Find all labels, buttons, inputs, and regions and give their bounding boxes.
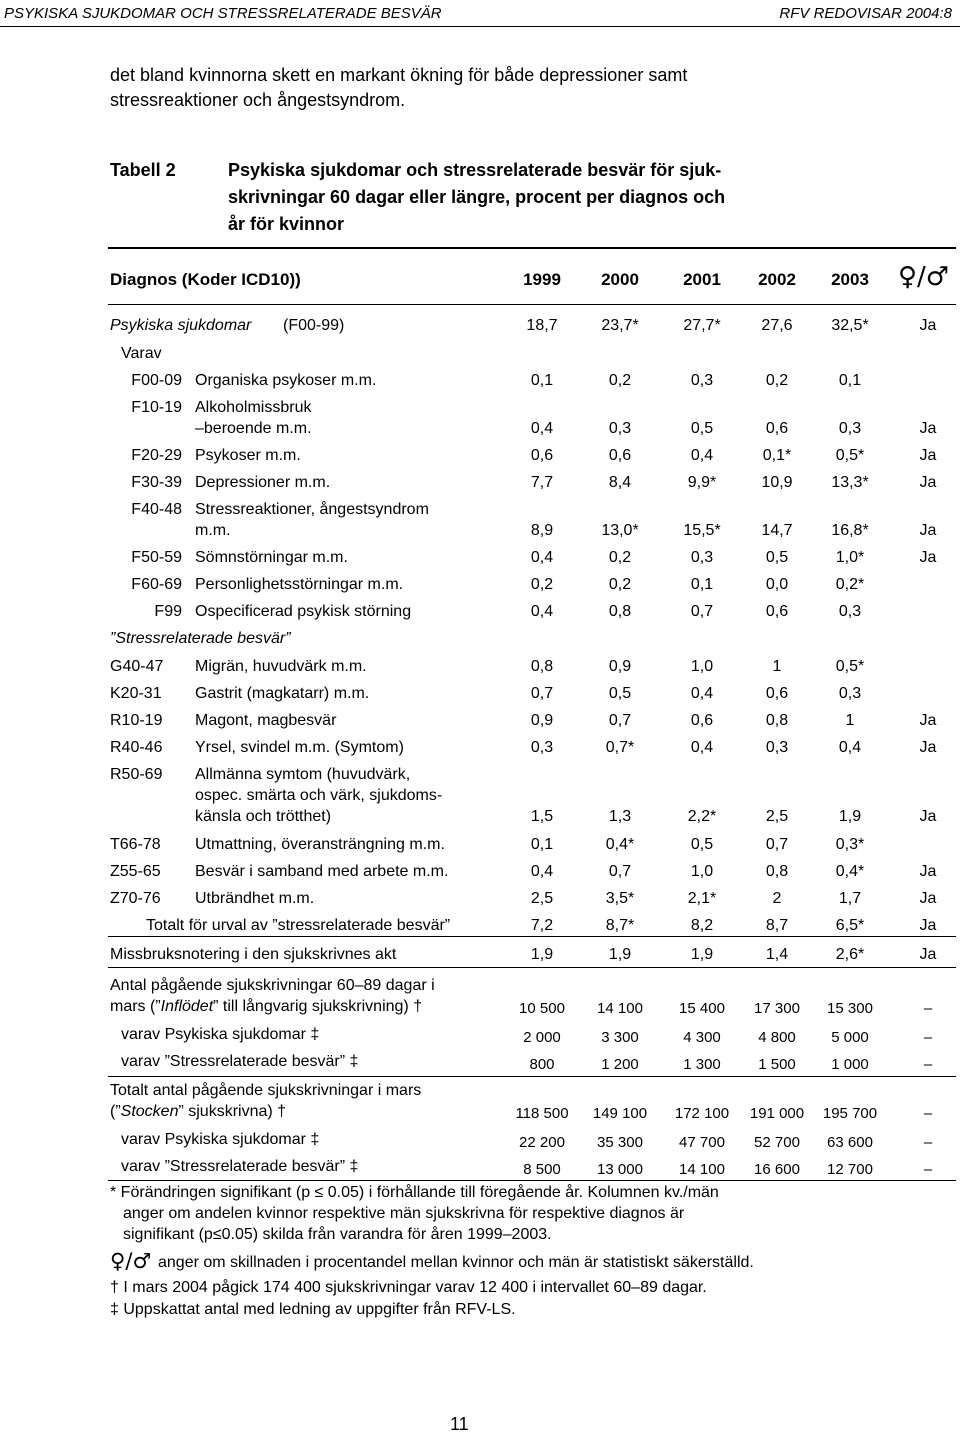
- stock-label-line-2: [110, 1101, 286, 1122]
- stress-row-desc: Magont, magbesvär: [195, 712, 337, 729]
- inflow-label-part: Inflödet: [160, 998, 214, 1015]
- stress-row-code: R40-46: [110, 739, 163, 756]
- stress-row-value-4: 0,4: [838, 739, 862, 756]
- stress-row-value-1: 0,4*: [605, 836, 635, 853]
- stress-row-code: Z70-76: [110, 890, 161, 907]
- psy-row-desc: Psykoser m.m.: [195, 447, 301, 464]
- psy-row-value-5: Ja: [919, 522, 937, 539]
- stock-sub-value-5: –: [923, 1161, 933, 1178]
- inflow-sub-label: varav ”Stressrelaterade besvär” ‡: [121, 1053, 359, 1070]
- stock-value-4: 195 700: [822, 1105, 878, 1122]
- stress-row-value-0: 1,5: [530, 808, 554, 825]
- stress-row-value-0: 0,8: [530, 658, 554, 675]
- stress-row-value-4: 0,3*: [835, 836, 865, 853]
- stress-row-value-2: 1,0: [690, 658, 714, 675]
- psy-row-value-0: 0,1: [530, 372, 554, 389]
- stock-sub-value-3: 16 600: [754, 1161, 800, 1178]
- psy-row-value-1: 0,2: [608, 372, 632, 389]
- psy-row-value-0: 8,9: [530, 522, 554, 539]
- stress-row-value-3: 1: [772, 658, 782, 675]
- inflow-value-5: –: [923, 1000, 933, 1017]
- stress-row-desc: Gastrit (magkatarr) m.m.: [195, 685, 370, 702]
- table-bottom-rule: [108, 1180, 956, 1181]
- stress-row-value-5: Ja: [919, 863, 937, 880]
- stress-row-value-0: 0,9: [530, 712, 554, 729]
- psy-row-value-4: 0,1: [838, 372, 862, 389]
- stress-row-desc: ospec. smärta och värk, sjukdoms-: [195, 787, 443, 804]
- psy-row-code: F30-39: [131, 474, 182, 491]
- stress-row-value-4: 0,5*: [835, 658, 865, 675]
- female-male-icon: ♀/♂: [110, 1249, 152, 1273]
- missbruk-value-3: 1,4: [765, 946, 789, 963]
- table-label: Tabell 2: [110, 160, 176, 180]
- stock-label-part: (”: [110, 1103, 121, 1120]
- psy-row-value-5: Ja: [919, 420, 937, 437]
- missbruk-value-5: Ja: [919, 946, 937, 963]
- footnote-dagger: † I mars 2004 pågick 174 400 sjukskrivningar varav 12 400 i intervallet 60–89 dagar.: [110, 1279, 707, 1296]
- psy-row-value-1: 0,2: [608, 549, 632, 566]
- stock-sub-value-2: 14 100: [679, 1161, 725, 1178]
- stress-row-value-3: 0,8: [765, 712, 789, 729]
- stock-value-5: –: [923, 1105, 933, 1122]
- stock-sub-label: varav Psykiska sjukdomar ‡: [121, 1131, 320, 1148]
- stress-row-value-1: 0,7*: [605, 739, 635, 756]
- total-stress-label: Totalt för urval av ”stressrelaterade besvär”: [146, 917, 451, 934]
- stress-row-value-0: 0,3: [530, 739, 554, 756]
- psy-row-desc: Organiska psykoser m.m.: [195, 372, 377, 389]
- running-header-left: PSYKISKA SJUKDOMAR OCH STRESSRELATERADE BESVÄR: [4, 5, 442, 22]
- intro-line-2: stressreaktioner och ångestsyndrom.: [110, 90, 406, 110]
- stock-label-part: ” sjukskrivna) †: [178, 1103, 287, 1120]
- inflow-sub-value-1: 1 200: [601, 1056, 639, 1073]
- psy-row-value-2: 0,4: [690, 447, 714, 464]
- stock-value-2: 172 100: [674, 1105, 730, 1122]
- stress-row-code: R10-19: [110, 712, 163, 729]
- psy-row-value-5: Ja: [919, 447, 937, 464]
- psy-row-value-5: Ja: [919, 474, 937, 491]
- total-rule: [108, 936, 956, 937]
- inflow-sub-value-0: 800: [529, 1056, 555, 1073]
- psy-row-value-2: 0,3: [690, 372, 714, 389]
- inflow-value-3: 17 300: [754, 1000, 800, 1017]
- stress-row-value-3: 0,6: [765, 685, 789, 702]
- psy-row-value-2: 0,1: [690, 576, 714, 593]
- stock-sub-label: varav ”Stressrelaterade besvär” ‡: [121, 1158, 359, 1175]
- footnote-double-dagger: ‡ Uppskattat antal med ledning av uppgifter från RFV-LS.: [110, 1301, 516, 1318]
- stress-row-value-3: 2,5: [765, 808, 789, 825]
- header-bottom-rule: [108, 304, 956, 305]
- stress-row-desc: Utmattning, överansträngning m.m.: [195, 836, 445, 853]
- psy-row-value-4: 13,3*: [831, 474, 869, 491]
- missbruk-value-2: 1,9: [690, 946, 714, 963]
- psy-row-value-1: 0,3: [608, 420, 632, 437]
- stress-row-value-3: 0,8: [765, 863, 789, 880]
- psy-row-code: F99: [154, 603, 182, 620]
- inflow-value-2: 15 400: [679, 1000, 725, 1017]
- stress-row-value-3: 2: [772, 890, 782, 907]
- stress-row-value-5: Ja: [919, 712, 937, 729]
- total-stress-value-2: 8,2: [690, 917, 714, 934]
- stress-row-desc: Allmänna symtom (huvudvärk,: [195, 766, 411, 783]
- column-header-2003: 2003: [831, 270, 869, 289]
- stress-row-value-2: 0,6: [690, 712, 714, 729]
- stress-row-value-5: Ja: [919, 890, 937, 907]
- stress-row-desc: Yrsel, svindel m.m. (Symtom): [195, 739, 404, 756]
- stock-sub-value-1: 35 300: [597, 1134, 643, 1151]
- psy-row-code: F50-59: [131, 549, 182, 566]
- stressrelaterade-label: ”Stressrelaterade besvär”: [110, 630, 291, 647]
- psykiska-sjukdomar-value-5: Ja: [919, 317, 937, 334]
- footnote-significance-line-1: * Förändringen signifikant (p ≤ 0.05) i förhållande till föregående år. Kolumnen kv./män: [110, 1184, 719, 1201]
- stock-value-0: 118 500: [515, 1105, 569, 1122]
- psykiska-sjukdomar-value-2: 27,7*: [683, 317, 721, 334]
- psy-row-value-4: 16,8*: [831, 522, 869, 539]
- column-header-2000: 2000: [601, 270, 639, 289]
- psy-row-value-4: 0,3: [838, 603, 862, 620]
- stock-sub-value-3: 52 700: [754, 1134, 800, 1151]
- psy-row-value-1: 13,0*: [601, 522, 639, 539]
- stock-value-3: 191 000: [749, 1105, 805, 1122]
- psy-row-desc: Depressioner m.m.: [195, 474, 331, 491]
- stress-row-value-4: 0,3: [838, 685, 862, 702]
- psy-row-value-5: Ja: [919, 549, 937, 566]
- psy-row-value-3: 10,9: [761, 474, 793, 491]
- psy-row-code: F40-48: [131, 501, 182, 518]
- stress-row-value-2: 0,4: [690, 685, 714, 702]
- psykiska-sjukdomar-value-0: 18,7: [526, 317, 558, 334]
- stress-row-value-2: 0,4: [690, 739, 714, 756]
- inflow-label-part: ” till långvarig sjukskrivning) †: [213, 998, 423, 1015]
- missbruk-value-4: 2,6*: [835, 946, 865, 963]
- column-header-2002: 2002: [758, 270, 796, 289]
- page-number: 11: [450, 1414, 469, 1434]
- inflow-value-4: 15 300: [827, 1000, 873, 1017]
- stress-row-code: R50-69: [110, 766, 163, 783]
- inflow-sub-label: varav Psykiska sjukdomar ‡: [121, 1026, 320, 1043]
- psy-row-desc: Ospecificerad psykisk störning: [195, 603, 412, 620]
- stock-label-line-1: Totalt antal pågående sjukskrivningar i mars: [110, 1082, 422, 1099]
- stress-row-value-3: 0,7: [765, 836, 789, 853]
- stress-row-code: Z55-65: [110, 863, 161, 880]
- stress-row-value-2: 1,0: [690, 863, 714, 880]
- missbruk-value-0: 1,9: [530, 946, 554, 963]
- stress-row-value-3: 0,3: [765, 739, 789, 756]
- inflow-rule: [108, 1076, 956, 1077]
- psy-row-value-0: 0,4: [530, 420, 554, 437]
- psy-row-value-4: 0,2*: [835, 576, 865, 593]
- table-caption-line-1: Psykiska sjukdomar och stressrelaterade besvär för sjuk-: [228, 160, 722, 180]
- psy-row-desc: m.m.: [195, 522, 231, 539]
- stock-value-1: 149 100: [592, 1105, 648, 1122]
- stock-sub-value-2: 47 700: [679, 1134, 725, 1151]
- stress-row-value-0: 0,7: [530, 685, 554, 702]
- missbruk-rule: [108, 967, 956, 968]
- psy-row-value-3: 0,2: [765, 372, 789, 389]
- psy-row-value-1: 0,2: [608, 576, 632, 593]
- stock-sub-value-4: 12 700: [827, 1161, 873, 1178]
- table-caption-line-2: skrivningar 60 dagar eller längre, procent per diagnos och: [228, 187, 726, 207]
- psy-row-code: F00-09: [131, 372, 182, 389]
- psy-row-value-3: 0,6: [765, 603, 789, 620]
- psy-row-value-3: 0,6: [765, 420, 789, 437]
- inflow-sub-value-0: 2 000: [523, 1029, 561, 1046]
- stress-row-desc: Migrän, huvudvärk m.m.: [195, 658, 367, 675]
- psy-row-desc: Sömnstörningar m.m.: [195, 549, 348, 566]
- psy-row-value-2: 15,5*: [683, 522, 721, 539]
- stress-row-value-1: 1,3: [608, 808, 632, 825]
- psy-row-value-3: 0,0: [765, 576, 789, 593]
- psy-row-value-0: 7,7: [530, 474, 554, 491]
- stress-row-value-4: 1,9: [838, 808, 862, 825]
- stock-sub-value-0: 8 500: [523, 1161, 561, 1178]
- psykiska-sjukdomar-code: (F00-99): [283, 317, 345, 334]
- inflow-sub-value-3: 4 800: [758, 1029, 796, 1046]
- inflow-sub-value-5: –: [923, 1029, 933, 1046]
- footnote-significance-line-2: anger om andelen kvinnor respektive män sjukskrivna för respektive diagnos är: [123, 1205, 685, 1222]
- psykiska-sjukdomar-value-4: 32,5*: [831, 317, 869, 334]
- psy-row-desc: Personlighetsstörningar m.m.: [195, 576, 404, 593]
- stress-row-desc: känsla och trötthet): [195, 808, 332, 825]
- inflow-sub-value-2: 1 300: [683, 1056, 721, 1073]
- psy-row-value-3: 14,7: [761, 522, 793, 539]
- psy-row-value-1: 0,8: [608, 603, 632, 620]
- total-stress-value-3: 8,7: [765, 917, 789, 934]
- stress-row-value-0: 0,1: [530, 836, 554, 853]
- missbruk-label: Missbruksnotering i den sjukskrivnes akt: [110, 946, 397, 963]
- psy-row-desc: Alkoholmissbruk: [195, 399, 312, 416]
- stress-row-value-1: 3,5*: [605, 890, 635, 907]
- psykiska-sjukdomar-value-3: 27,6: [761, 317, 793, 334]
- psy-row-value-0: 0,4: [530, 603, 554, 620]
- inflow-sub-value-5: –: [923, 1056, 933, 1073]
- psy-row-value-1: 0,6: [608, 447, 632, 464]
- psy-row-desc: –beroende m.m.: [195, 420, 312, 437]
- inflow-sub-value-3: 1 500: [758, 1056, 796, 1073]
- table-top-rule: [108, 247, 956, 249]
- inflow-label-line-2: [110, 996, 422, 1017]
- inflow-label-part: mars (”: [110, 998, 161, 1015]
- psy-row-value-1: 8,4: [608, 474, 632, 491]
- psy-row-value-2: 0,7: [690, 603, 714, 620]
- stress-row-value-4: 0,4*: [835, 863, 865, 880]
- stress-row-code: G40-47: [110, 658, 164, 675]
- column-header-1999: 1999: [523, 270, 561, 289]
- psy-row-code: F60-69: [131, 576, 182, 593]
- stock-sub-value-0: 22 200: [519, 1134, 565, 1151]
- total-stress-value-5: Ja: [919, 917, 937, 934]
- psy-row-value-3: 0,1*: [762, 447, 792, 464]
- total-stress-value-1: 8,7*: [605, 917, 635, 934]
- intro-line-1: det bland kvinnorna skett en markant ökning för både depressioner samt: [110, 65, 688, 85]
- stress-row-value-1: 0,5: [608, 685, 632, 702]
- footnote-significance-line-3: signifikant (p≤0.05) skilda från varandra för åren 1999–2003.: [123, 1226, 552, 1243]
- psy-row-desc: Stressreaktioner, ångestsyndrom: [195, 501, 429, 518]
- psy-row-value-2: 0,3: [690, 549, 714, 566]
- stress-row-value-2: 2,1*: [687, 890, 717, 907]
- stock-label-part: Stocken: [120, 1103, 179, 1120]
- total-stress-value-0: 7,2: [530, 917, 554, 934]
- column-header-diagnos: Diagnos (Koder ICD10)): [110, 270, 301, 289]
- stock-sub-value-1: 13 000: [597, 1161, 643, 1178]
- header-divider: [0, 26, 960, 27]
- inflow-sub-value-4: 1 000: [831, 1056, 869, 1073]
- stress-row-value-2: 2,2*: [687, 808, 717, 825]
- varav-label: Varav: [121, 345, 162, 362]
- footnote-sex-difference: anger om skillnaden i procentandel mellan kvinnor och män är statistiskt säkerställd.: [158, 1254, 754, 1271]
- inflow-value-0: 10 500: [519, 1000, 565, 1017]
- psy-row-value-0: 0,4: [530, 549, 554, 566]
- stress-row-desc: Besvär i samband med arbete m.m.: [195, 863, 449, 880]
- running-header-right: RFV REDOVISAR 2004:8: [779, 5, 952, 22]
- psy-row-code: F20-29: [131, 447, 182, 464]
- psy-row-value-0: 0,6: [530, 447, 554, 464]
- psy-row-value-2: 9,9*: [687, 474, 717, 491]
- psy-row-value-4: 0,5*: [835, 447, 865, 464]
- column-header-sex-icon: ♀/♂: [898, 262, 950, 292]
- stress-row-code: T66-78: [110, 836, 161, 853]
- inflow-sub-value-1: 3 300: [601, 1029, 639, 1046]
- stress-row-code: K20-31: [110, 685, 162, 702]
- inflow-sub-value-2: 4 300: [683, 1029, 721, 1046]
- psykiska-sjukdomar-value-1: 23,7*: [601, 317, 639, 334]
- stress-row-value-2: 0,5: [690, 836, 714, 853]
- missbruk-value-1: 1,9: [608, 946, 632, 963]
- stress-row-value-5: Ja: [919, 739, 937, 756]
- stock-sub-value-5: –: [923, 1134, 933, 1151]
- psy-row-value-0: 0,2: [530, 576, 554, 593]
- stress-row-value-1: 0,7: [608, 863, 632, 880]
- stress-row-value-0: 0,4: [530, 863, 554, 880]
- inflow-label-line-1: Antal pågående sjukskrivningar 60–89 dagar i: [110, 977, 435, 994]
- stress-row-value-1: 0,9: [608, 658, 632, 675]
- stress-row-desc: Utbrändhet m.m.: [195, 890, 315, 907]
- inflow-value-1: 14 100: [597, 1000, 643, 1017]
- stock-sub-value-4: 63 600: [827, 1134, 873, 1151]
- psy-row-code: F10-19: [131, 399, 182, 416]
- psy-row-value-3: 0,5: [765, 549, 789, 566]
- column-header-2001: 2001: [683, 270, 721, 289]
- psy-row-value-2: 0,5: [690, 420, 714, 437]
- psykiska-sjukdomar-label: Psykiska sjukdomar: [110, 317, 252, 334]
- stress-row-value-4: 1,7: [838, 890, 862, 907]
- stress-row-value-0: 2,5: [530, 890, 554, 907]
- stress-row-value-4: 1: [845, 712, 855, 729]
- psy-row-value-4: 1,0*: [835, 549, 865, 566]
- stress-row-value-5: Ja: [919, 808, 937, 825]
- psy-row-value-4: 0,3: [838, 420, 862, 437]
- stress-row-value-1: 0,7: [608, 712, 632, 729]
- table-caption-line-3: år för kvinnor: [228, 214, 345, 234]
- total-stress-value-4: 6,5*: [835, 917, 865, 934]
- inflow-sub-value-4: 5 000: [831, 1029, 869, 1046]
